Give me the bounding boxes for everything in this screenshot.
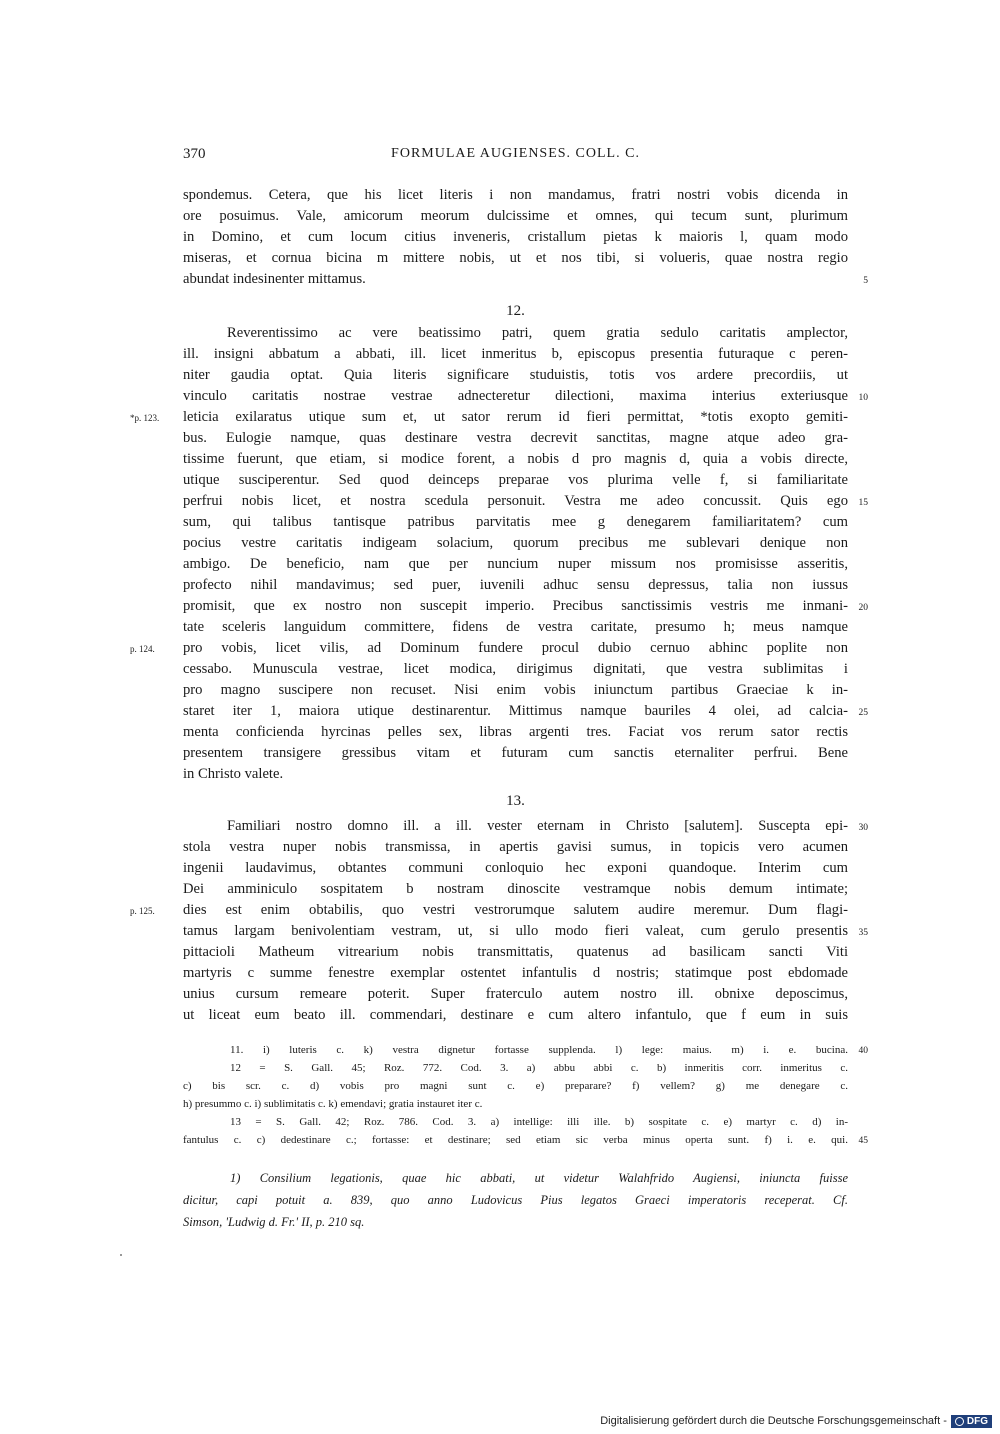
text-line: cessabo. Munuscula vestrae, licet modica, dirigimus dignitati, que vestra sublimitas i bbox=[183, 661, 848, 677]
text-line: pro magno suscipere non recuset. Nisi enim vobis iniunctum partibus Graeciae k in- bbox=[183, 682, 848, 698]
text-line: spondemus. Cetera, que his licet literis i non mandamus, fratri nostri vobis dicenda in bbox=[183, 187, 848, 203]
text-line: tamus largam benivolentiam vestram, ut, si ullo modo fieri valeat, cum gerulo presentis bbox=[183, 923, 848, 939]
line-number: 15 bbox=[858, 498, 868, 508]
running-header bbox=[183, 146, 848, 166]
text-line: presentem transigere gressibus vitam et futuram cum sanctis eternaliter perfrui. Bene bbox=[183, 745, 848, 761]
section-number: 12. bbox=[506, 303, 525, 319]
apparatus-line: 13 = S. Gall. 42; Roz. 786. Cod. 3. a) intellige: illi ille. b) sospitate c. e) martyr c. d) in- bbox=[230, 1116, 848, 1128]
text-line: pro vobis, licet vilis, ad Dominum fundere procul dubio cernuo abhinc poplite non bbox=[183, 640, 848, 656]
text-line: Dei amminiculo sospitatem b nostram dinoscite vestramque nobis demum intimate; bbox=[183, 881, 848, 897]
footnote-line: Simson, 'Ludwig d. Fr.' II, p. 210 sq. bbox=[183, 1215, 365, 1229]
text-line: martyris c summe fenestre exemplar ostentet infantulis d nostris; statimque post ebdomade bbox=[183, 965, 848, 981]
text-line: niter gaudia optat. Quia literis significare studuistis, totis vos ardere precordiis, ut bbox=[183, 367, 848, 383]
apparatus-line: h) presummo c. i) sublimitatis c. k) emendavi; gratia instauret iter c. bbox=[183, 1098, 483, 1110]
apparatus-line: fantulus c. c) dedestinare c.; fortasse: et destinare; sed etiam sic verba minus operta sunt. f) i. e. qui. bbox=[183, 1134, 848, 1146]
apparatus-line: 12 = S. Gall. 45; Roz. 772. Cod. 3. a) abbu abbi c. b) inmeritis corr. inmeritus c. bbox=[230, 1062, 848, 1074]
text-line: pittacioli Matheum vitrearium nobis transmittatis, quatenus ad basilicam sancti Viti bbox=[183, 944, 848, 960]
line-number: 5 bbox=[863, 276, 868, 286]
text-line: ill. insigni abbatum a abbati, ill. licet inmeritus b, episcopus presentia futuraque c peren- bbox=[183, 346, 848, 362]
text-line: ambigo. De beneficio, nam que per nuncium nuper missum nos promisisse asseritis, bbox=[183, 556, 848, 572]
section-number: 13. bbox=[506, 793, 525, 809]
scan-speck bbox=[120, 1254, 122, 1256]
running-title: FORMULAE AUGIENSES. COLL. C. bbox=[391, 146, 640, 161]
dfg-logo-icon bbox=[955, 1417, 964, 1426]
apparatus-line: c) bis scr. c. d) vobis pro magni sunt c. e) preparare? f) vellem? g) me denegare c. bbox=[183, 1080, 848, 1092]
text-line: Reverentissimo ac vere beatissimo patri, quem gratia sedulo caritatis amplector, bbox=[227, 325, 848, 341]
line-number: 30 bbox=[858, 823, 868, 833]
apparatus-line: 11. i) luteris c. k) vestra dignetur fortasse supplenda. l) lege: maius. m) i. e. bucina. bbox=[230, 1044, 848, 1056]
footnote-line: dicitur, capi potuit a. 839, quo anno Ludovicus Pius legatos Graeci imperatoris receperat. Cf. bbox=[183, 1193, 848, 1207]
text-line: utique susciperentur. Sed quod deinceps preparae vos plurima velle f, si familiaritate bbox=[183, 472, 848, 488]
dfg-logo-text: DFG bbox=[966, 1415, 988, 1427]
text-line: vinculo caritatis nostrae vestrae adnecteretur dilectioni, maxima interius exteriusque bbox=[183, 388, 848, 404]
line-number: 25 bbox=[858, 708, 868, 718]
text-line: pocius vestre caritatis indigeam solacium, quorum precibus me sublevari denique non bbox=[183, 535, 848, 551]
text-line: promisit, que ex nostro non suscepit imperio. Precibus sanctissimis vestris me inmani- bbox=[183, 598, 848, 614]
dfg-logo bbox=[951, 1415, 992, 1428]
text-line: menta conficienda hyrcinas pelles sex, libras argenti tres. Faciat vos rerum sator rectis bbox=[183, 724, 848, 740]
text-line: perfrui nobis licet, et nostra scedula personuit. Vestra me adeo concussit. Quis ego bbox=[183, 493, 848, 509]
line-number: 20 bbox=[858, 603, 868, 613]
line-number: 35 bbox=[858, 928, 868, 938]
dfg-credit-text: Digitalisierung gefördert durch die Deutsche Forschungsgemeinschaft - bbox=[600, 1415, 947, 1427]
text-line: ore posuimus. Vale, amicorum meorum dulcissime et omnes, qui tecum sunt, plurimum bbox=[183, 208, 848, 224]
text-line: profecto nihil mandavimus; sed puer, iuvenili adhuc sensu depressus, talia non iussus bbox=[183, 577, 848, 593]
line-number: 45 bbox=[858, 1136, 868, 1146]
page-reference: *p. 123. bbox=[130, 413, 160, 423]
page-number: 370 bbox=[183, 146, 206, 162]
text-line: dies est enim obtabilis, quo vestri vestrorumque salutem audire meremur. Dum flagi- bbox=[183, 902, 848, 918]
text-line: tate sceleris languidum committere, fidens de vestra caritate, presumo h; meus namque bbox=[183, 619, 848, 635]
text-line: stola vestra nuper nobis transmissa, in apertis gavisi sumus, in topicis vero acumen bbox=[183, 839, 848, 855]
text-line: ingenii laudavimus, obtantes communi conloquio hec exponi quandoque. Interim cum bbox=[183, 860, 848, 876]
dfg-footer bbox=[600, 1413, 992, 1429]
line-number: 40 bbox=[858, 1046, 868, 1056]
text-line: ut liceat eum beato ill. commendari, destinare e cum altero infantulo, que f eum in suis bbox=[183, 1007, 848, 1023]
text-line: tissime fuerunt, que etiam, si modice forent, a nobis d pro magnis d, quia a vobis directe, bbox=[183, 451, 848, 467]
text-line: in Domino, et cum locum citius inveneris, cristallum pietas k maioris l, quam modo bbox=[183, 229, 848, 245]
page-reference: p. 125. bbox=[130, 906, 155, 916]
text-line: unius cursum remeare poterit. Super fraterculo autem nostro ill. obnixe deposcimus, bbox=[183, 986, 848, 1002]
text-line: leticia exilaratus utique sum et, ut sator rerum id fieri permittat, *totis exopto gemiti- bbox=[183, 409, 848, 425]
text-line: sum, qui talibus tantisque patribus parvitatis mee g denegarem familiaritatem? cum bbox=[183, 514, 848, 530]
line-number: 10 bbox=[858, 393, 868, 403]
text-line: in Christo valete. bbox=[183, 766, 284, 782]
text-line: Familiari nostro domno ill. a ill. vester eternam in Christo [salutem]. Suscepta epi- bbox=[227, 818, 848, 834]
text-line: staret iter 1, maiora utique destinarentur. Mittimus namque bauriles 4 olei, ad calcia- bbox=[183, 703, 848, 719]
text-line: miseras, et cornua bicina m mittere nobis, ut et nos tibi, si volueris, quae nostra regio bbox=[183, 250, 848, 266]
page-reference: p. 124. bbox=[130, 644, 155, 654]
text-line: abundat indesinenter mittamus. bbox=[183, 271, 366, 287]
text-line: bus. Eulogie namque, quas destinare vestra decrevit sanctitas, magne atque adeo gra- bbox=[183, 430, 848, 446]
footnote-line: 1) Consilium legationis, quae hic abbati, ut videtur Walahfrido Augiensi, iniuncta fuisse bbox=[230, 1171, 848, 1185]
